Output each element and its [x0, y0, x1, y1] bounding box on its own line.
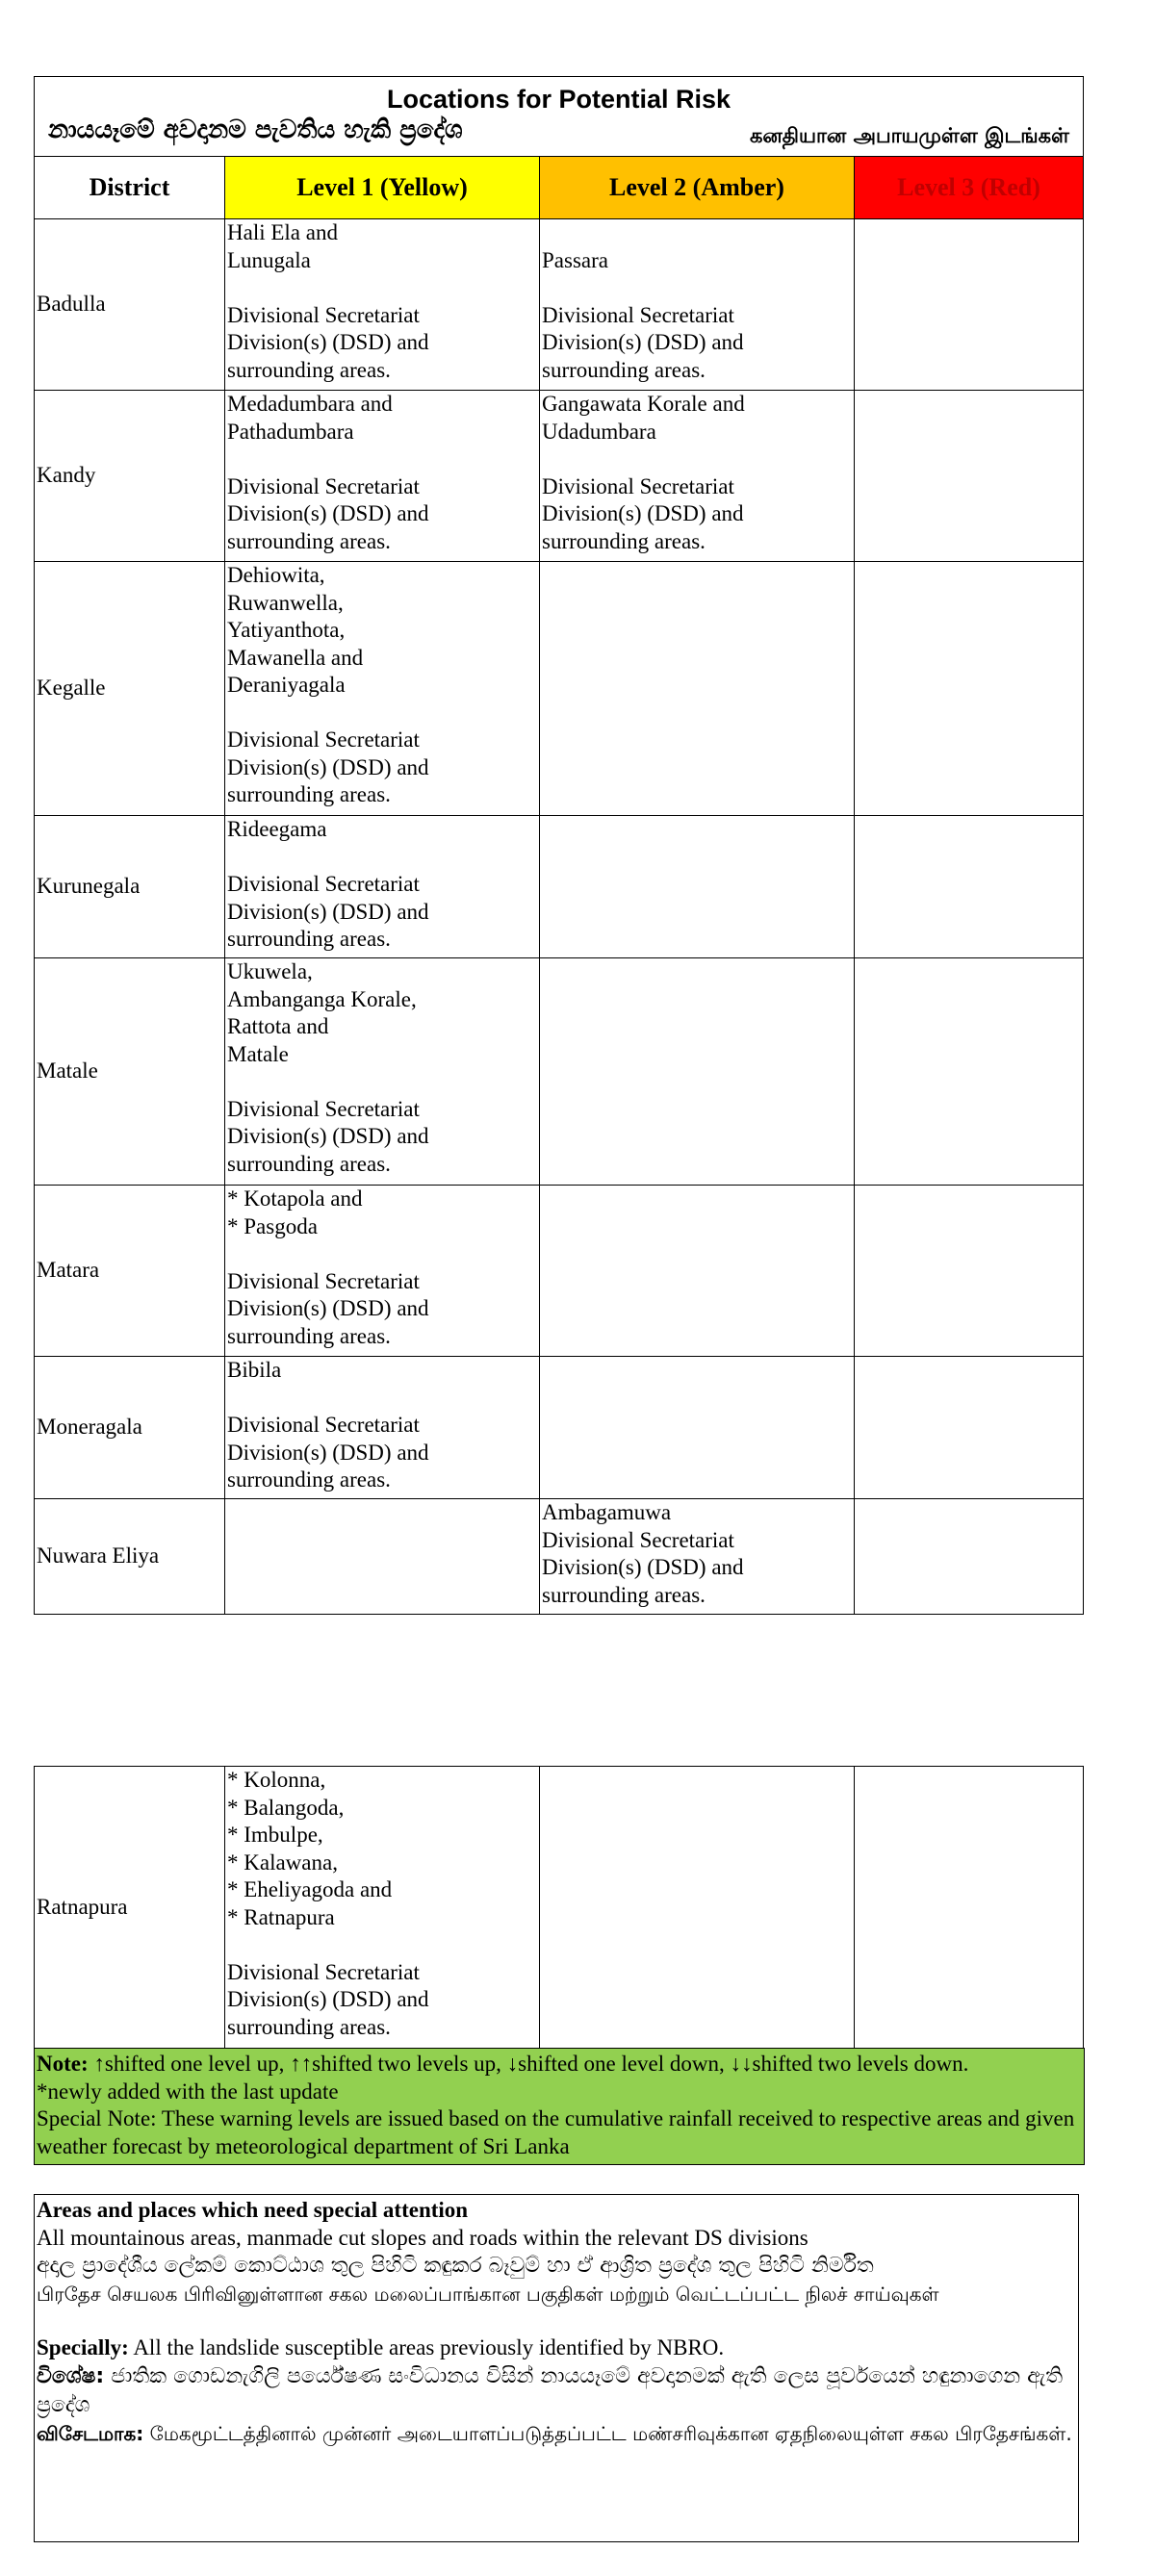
attention-sinhala: අදාල ප්‍රාදේශීය ලේකම් කොට්ඨාශ තුල පිහිටි කඳුකර බෑවුම් හා ඒ ආශ්‍රිත ප්‍රදේශ තුල පිහිටි නිර්මිත [37, 2254, 874, 2278]
note-arrows-text: ↑shifted one level up, ↑↑shifted two levels up, ↓shifted one level down, ↓↓shifted two levels down. [88, 2052, 969, 2076]
table-row [35, 958, 1084, 1186]
header-level3: Level 3 (Red) [855, 157, 1084, 219]
level1-cell: * Kotapola and * Pasgoda Divisional Secretariat Division(s) (DSD) and surrounding areas. [225, 1186, 540, 1357]
attention-english: All mountainous areas, manmade cut slopes and roads within the relevant DS divisions [37, 2225, 808, 2250]
district-cell: Kandy [35, 391, 225, 562]
table-row [35, 219, 1084, 391]
level3-cell [855, 958, 1084, 1186]
district-cell: Badulla [35, 219, 225, 391]
sinhala-special-text: ජාතික ගොඩනැගිලි පර්යේෂණ සංවිධානය විසින් නායයෑමේ අවදානමක් ඇති ලෙස පූර්වයෙන් හඳුනාගෙන ඇති ප්‍රදේශ [37, 2363, 1064, 2417]
district-cell: Matara [35, 1186, 225, 1357]
level3-cell [855, 1357, 1084, 1499]
attention-tamil: பிரதேச செயலக பிரிவினுள்ளான சகல மலைப்பாங்கான பகுதிகள் மற்றும் வெட்டப்பட்ட நிலச் சாய்வுகள் [37, 2283, 939, 2306]
level3-cell [855, 219, 1084, 391]
level2-cell: Passara Divisional Secretariat Division(s) (DSD) and surrounding areas. [540, 219, 855, 391]
title-subtitles [35, 116, 1083, 155]
level3-cell [855, 816, 1084, 958]
note-newly-added: *newly added with the last update [37, 2079, 339, 2104]
sinhala-special-label: විශේෂ: [37, 2363, 105, 2388]
risk-locations-table [34, 76, 1084, 1615]
special-attention-box [34, 2194, 1079, 2542]
attention-heading: Areas and places which need special attention [37, 2198, 469, 2222]
district-cell: Kurunegala [35, 816, 225, 958]
level1-cell: Ukuwela, Ambanganga Korale, Rattota and Matale Divisional Secretariat Division(s) (DSD) and surrounding areas. [225, 958, 540, 1186]
district-cell: Nuwara Eliya [35, 1499, 225, 1615]
level2-cell [540, 958, 855, 1186]
level1-cell [225, 1499, 540, 1615]
level2-cell [540, 1186, 855, 1357]
level2-cell: Ambagamuwa Divisional Secretariat Division(s) (DSD) and surrounding areas. [540, 1499, 855, 1615]
tamil-special-label: விசேடமாக: [37, 2421, 144, 2445]
district-cell: Kegalle [35, 562, 225, 816]
district-cell: Moneragala [35, 1357, 225, 1499]
tamil-special-text: மேகமூட்டத்தினால் முன்னர் அடையாளப்படுத்தப்பட்ட மண்சரிவுக்கான ஏதநிலையுள்ள சகல பிரதேசங்கள். [143, 2421, 1072, 2445]
level1-cell: Hali Ela and Lunugala Divisional Secretariat Division(s) (DSD) and surrounding areas. [225, 219, 540, 391]
level1-cell: Dehiowita, Ruwanwella, Yatiyanthota, Mawanella and Deraniyagala Divisional Secretariat Division(s) (DSD) and surrounding areas. [225, 562, 540, 816]
level1-cell: Rideegama Divisional Secretariat Division(s) (DSD) and surrounding areas. [225, 816, 540, 958]
level2-cell [540, 816, 855, 958]
header-level2: Level 2 (Amber) [540, 157, 855, 219]
level2-cell: Gangawata Korale and Udadumbara Divisional Secretariat Division(s) (DSD) and surrounding areas. [540, 391, 855, 562]
level2-cell [540, 562, 855, 816]
level2-cell [540, 1357, 855, 1499]
note-label: Note: [37, 2052, 89, 2076]
specially-text: All the landslide susceptible areas previously identified by NBRO. [128, 2335, 725, 2359]
tamil-special-line [37, 2420, 1076, 2447]
page-title: Locations for Potential Risk [386, 85, 732, 114]
level3-cell [855, 1499, 1084, 1615]
header-level1: Level 1 (Yellow) [225, 157, 540, 219]
level3-cell [855, 562, 1084, 816]
title-sinhala: නායයෑමේ අවදානම පැවතිය හැකි ප්‍රදේශ [48, 115, 463, 144]
specially-line [37, 2334, 1076, 2362]
table-row [35, 1499, 1084, 1615]
table-row [35, 816, 1084, 958]
sinhala-special-line [37, 2362, 1076, 2420]
risk-locations-table-continued [34, 1766, 1084, 2049]
header-row [35, 157, 1084, 219]
table-row [35, 562, 1084, 816]
level3-cell [855, 1767, 1084, 2049]
note-box [34, 2048, 1085, 2165]
level2-cell [540, 1767, 855, 2049]
table-row [35, 1357, 1084, 1499]
level1-cell: Bibila Divisional Secretariat Division(s) (DSD) and surrounding areas. [225, 1357, 540, 1499]
district-cell: Matale [35, 958, 225, 1186]
title-tamil: கனதியான அபாயமுள்ள இடங்கள் [749, 124, 1069, 147]
level3-cell [855, 1186, 1084, 1357]
table-row [35, 1767, 1084, 2049]
table-row [35, 391, 1084, 562]
level3-cell [855, 391, 1084, 562]
specially-label: Specially: [37, 2335, 129, 2359]
level1-cell: Medadumbara and Pathadumbara Divisional Secretariat Division(s) (DSD) and surrounding areas. [225, 391, 540, 562]
level1-cell: * Kolonna, * Balangoda, * Imbulpe, * Kalawana, * Eheliyagoda and * Ratnapura Divisional Secretariat Division(s) (DSD) and surrounding areas. [225, 1767, 540, 2049]
title-cell [35, 77, 1084, 157]
header-district: District [35, 157, 225, 219]
note-legend [37, 2051, 1082, 2079]
district-cell: Ratnapura [35, 1767, 225, 2049]
table-row [35, 1186, 1084, 1357]
title-row [35, 77, 1084, 157]
note-special: Special Note: These warning levels are issued based on the cumulative rainfall received to respective areas and given weather forecast by meteorological department of Sri Lanka [37, 2106, 1075, 2158]
